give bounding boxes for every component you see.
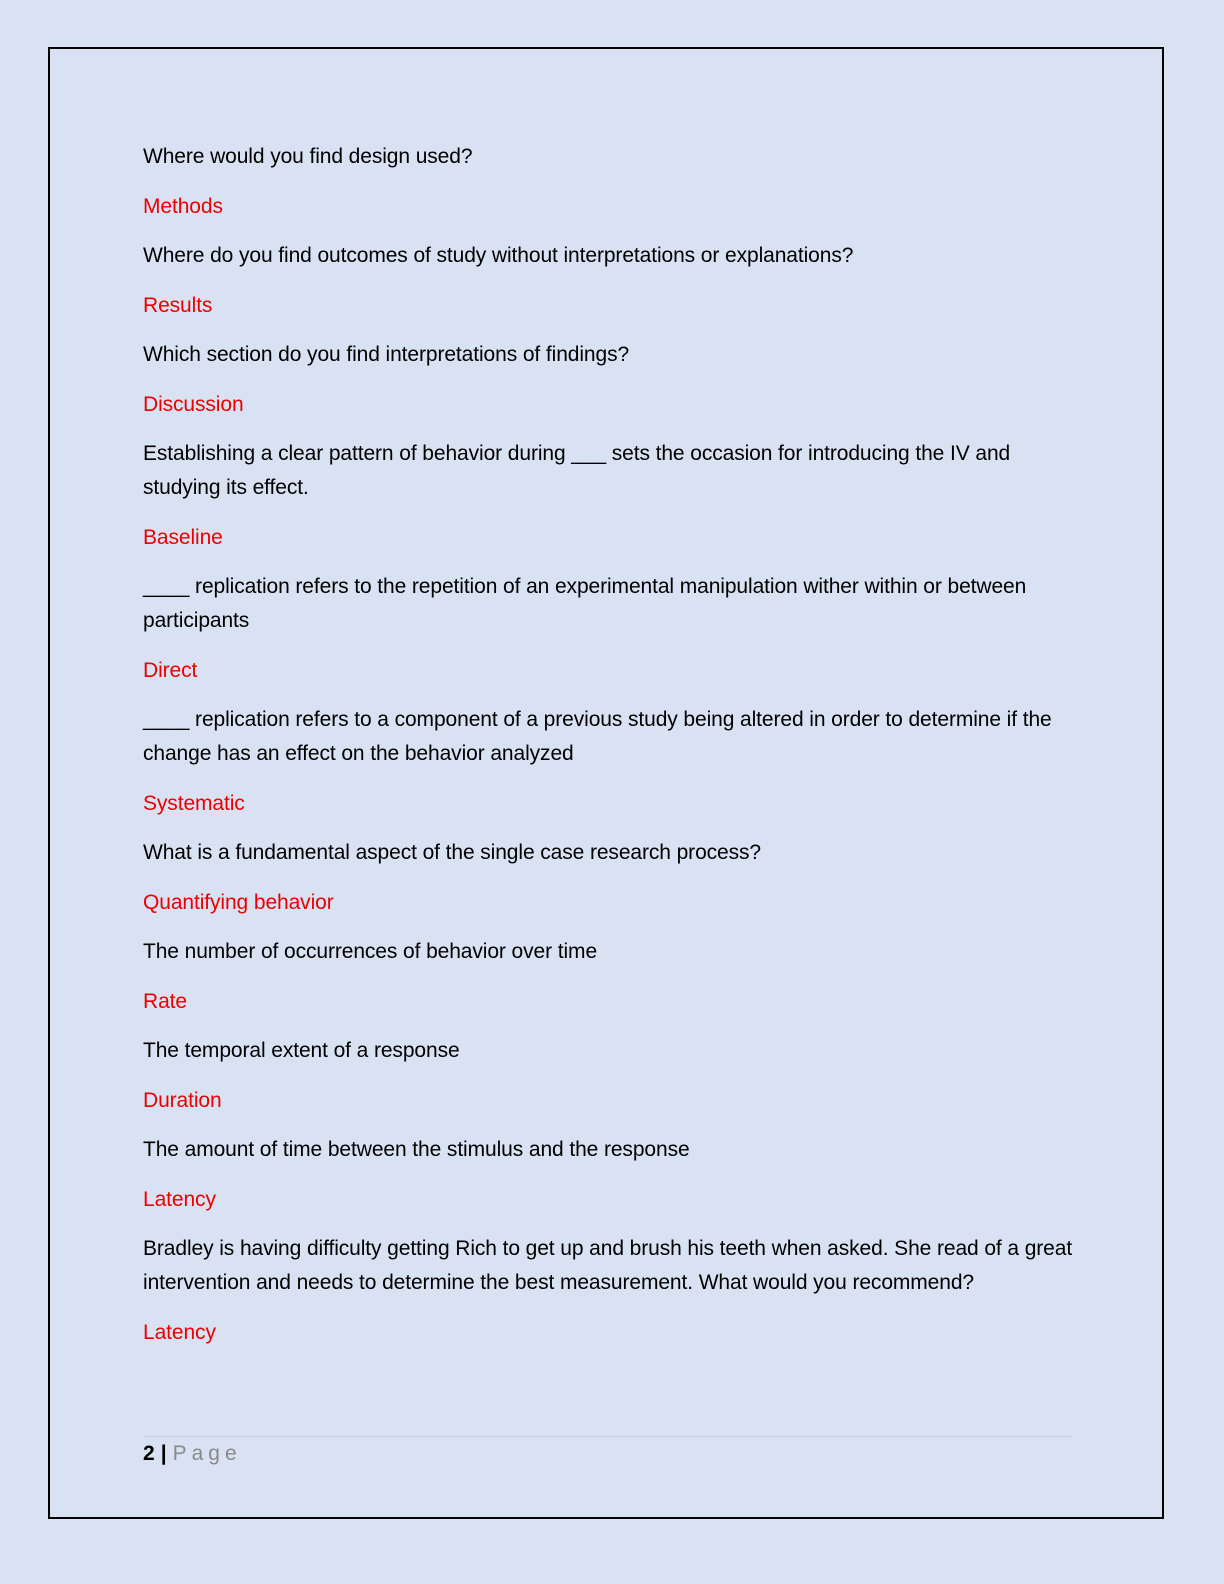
question-text: What is a fundamental aspect of the single case research process?: [143, 841, 762, 864]
page-number: 2: [143, 1442, 155, 1465]
footer-divider: [143, 1436, 1073, 1437]
answer-text: Discussion: [143, 392, 244, 416]
question-text: ____ replication refers to a component of a previous study being altered in order to determine if the change has an effect on the behavior analyzed: [143, 708, 1052, 765]
answer-text: Results: [143, 293, 213, 317]
question-text: The amount of time between the stimulus and the response: [143, 1138, 690, 1161]
question-text: Establishing a clear pattern of behavior during ___ sets the occasion for introducing the IV and studying its effect.: [143, 442, 1011, 499]
question-text: The number of occurrences of behavior over time: [143, 940, 598, 963]
answer-text: Baseline: [143, 525, 223, 549]
question-text: ____ replication refers to the repetition of an experimental manipulation wither within or between participants: [143, 575, 1027, 632]
answer-text: Methods: [143, 194, 223, 218]
answer-text: Duration: [143, 1088, 222, 1112]
page-label: Page: [172, 1442, 242, 1465]
page-footer: [143, 1438, 242, 1470]
question-text: Bradley is having difficulty getting Rich to get up and brush his teeth when asked. She read of a great intervention and needs to determine the best measurement. What would you recommend?: [143, 1237, 1073, 1294]
answer-text: Rate: [143, 989, 187, 1013]
answer-text: Latency: [143, 1187, 216, 1211]
footer-separator: |: [160, 1442, 167, 1465]
answer-text: Systematic: [143, 791, 245, 815]
answer-text: Direct: [143, 658, 198, 682]
question-text: The temporal extent of a response: [143, 1039, 460, 1062]
question-text: Where do you find outcomes of study without interpretations or explanations?: [143, 244, 854, 267]
question-text: Where would you find design used?: [143, 145, 473, 168]
question-text: Which section do you find interpretations of findings?: [143, 343, 630, 366]
answer-text: Quantifying behavior: [143, 890, 334, 914]
answer-text: Latency: [143, 1320, 216, 1344]
document-body: [143, 140, 1083, 1365]
